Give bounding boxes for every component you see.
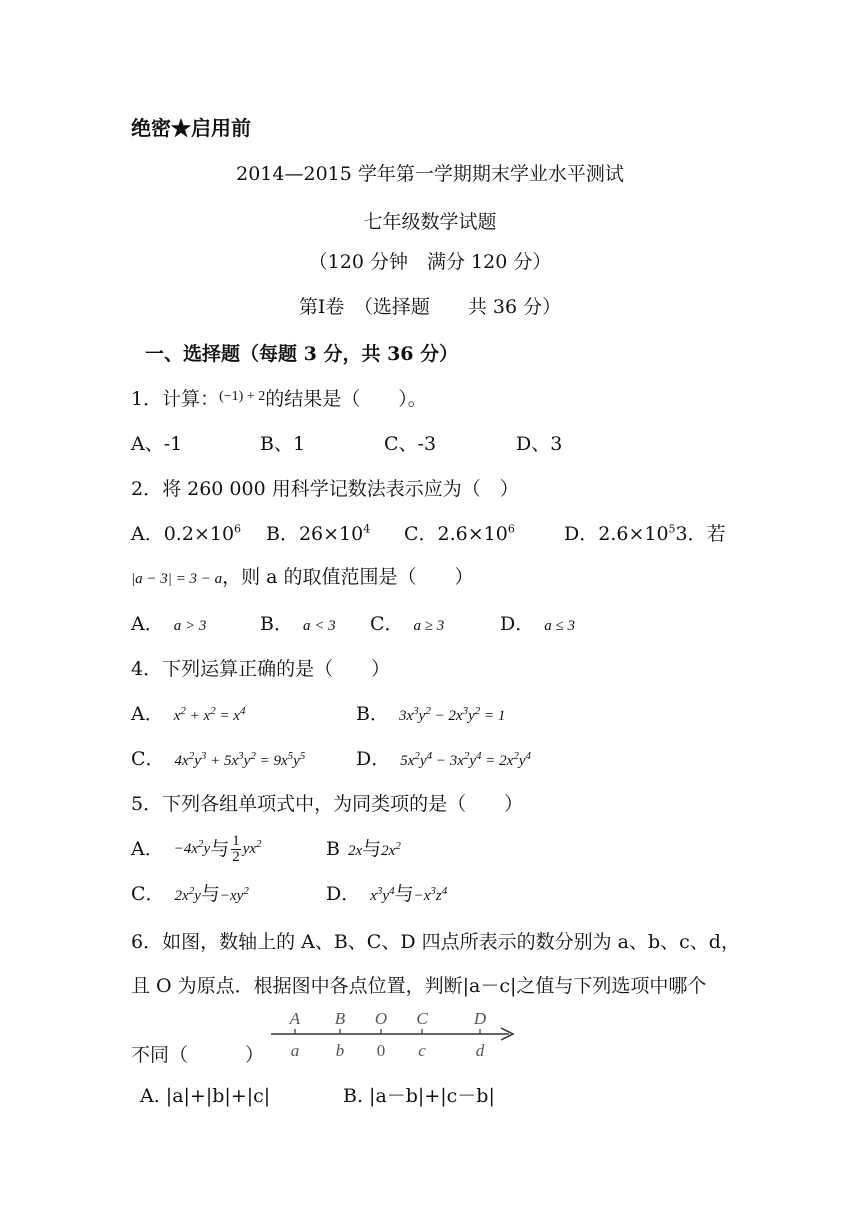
point-label-A: A (289, 1009, 301, 1028)
q2-option-c[interactable] (404, 522, 515, 545)
question-1 (131, 390, 427, 409)
section-heading: 一、选择题（每题 3 分，共 36 分） (145, 343, 459, 365)
q4-option-d[interactable] (356, 750, 531, 769)
q5-option-b-with: 与 (362, 838, 382, 860)
q3-option-a-expr: a > 3 (173, 618, 207, 634)
fraction-numerator: 1 (232, 832, 240, 849)
question-4-stem: 4．下列运算正确的是（ ） (131, 658, 391, 680)
q3-option-b[interactable] (260, 615, 336, 634)
point-label-C: C (416, 1009, 428, 1028)
point-value-b: b (335, 1041, 345, 1060)
q3-option-c[interactable] (370, 615, 444, 634)
q3-option-a-label: A． (131, 613, 164, 635)
question-6-line-1: 6．如图，数轴上的 A、B、C、D 四点所表示的数分别为 a、b、c、d， (131, 931, 740, 953)
point-value-0: 0 (376, 1041, 386, 1060)
q1-option-c[interactable]: C、-3 (384, 433, 437, 455)
q2-option-a-exponent: 6 (234, 522, 242, 536)
q2-option-b[interactable] (266, 522, 371, 545)
q3-option-c-expr: a ≥ 3 (413, 618, 445, 634)
q6-option-a[interactable]: A. |a|+|b|+|c| (140, 1085, 271, 1107)
q1-option-a[interactable]: A、-1 (131, 433, 183, 455)
q2-option-d-exponent: 5 (668, 522, 676, 536)
q4-option-b-formula: $3x^3y^2 - 2x^3y^2 = 1$ (398, 705, 506, 724)
question-3-text: ，则 a 的取值范围是（ ） (222, 566, 474, 588)
question-5-stem: 5．下列各组单项式中，为同类项的是（ ） (131, 793, 524, 815)
q2-option-b-exponent: 4 (363, 522, 371, 536)
point-label-O: O (374, 1009, 388, 1028)
q2-option-a-text: A．0.2×10 (131, 523, 235, 545)
q5-option-d-term2: $-x^3z^4$ (413, 885, 448, 904)
question-3-stem (131, 568, 474, 587)
question-2-stem: 2．将 260 000 用科学记数法表示应为（ ） (131, 478, 519, 500)
question-3-condition: |a − 3| = 3 − a (131, 571, 223, 587)
q4-option-c[interactable] (131, 750, 305, 769)
q5-option-d[interactable] (326, 885, 447, 904)
q5-option-c-label: C． (131, 883, 165, 905)
exam-subtitle: 七年级数学试题 (363, 211, 497, 233)
q5-option-a-term2: $yx^2$ (242, 837, 262, 857)
q4-option-d-formula: $5x^2y^4 - 3x^2y^4 = 2x^2y^4$ (400, 750, 531, 769)
q5-option-a-term1: $-4x^2y$ (173, 837, 211, 857)
q2-option-c-text: C．2.6×10 (404, 523, 508, 545)
fraction-denominator: 2 (232, 848, 240, 865)
q3-option-d-label: D． (500, 613, 535, 635)
q5-option-c-term2: $-xy^2$ (219, 885, 249, 904)
point-value-a: a (290, 1041, 300, 1060)
q5-option-b[interactable] (326, 840, 401, 859)
point-value-d: d (475, 1041, 485, 1060)
q1-option-d[interactable]: D、3 (516, 433, 563, 455)
q5-option-a[interactable] (131, 832, 262, 866)
confidential-mark: 绝密★启用前 (131, 116, 251, 140)
q1-option-b[interactable]: B、1 (260, 433, 306, 455)
q4-option-b[interactable] (356, 705, 505, 724)
q3-option-b-expr: a < 3 (302, 618, 336, 634)
q3-option-d-expr: a ≤ 3 (544, 618, 575, 634)
q5-option-d-term1: $x^3y^4$ (370, 885, 395, 904)
q4-option-a-formula: $x^2 + x^2 = x^4$ (173, 705, 246, 724)
q5-option-c[interactable] (131, 885, 249, 904)
point-value-c: c (418, 1041, 426, 1060)
question-1-stem-end: 的结果是（ ）。 (265, 388, 427, 410)
point-label-D: D (473, 1009, 487, 1028)
q2-option-c-exponent: 6 (507, 522, 515, 536)
q5-option-c-with: 与 (200, 883, 220, 905)
question-6-line-3: 不同（ ） (131, 1044, 265, 1066)
volume-title: 第Ⅰ卷 （选择题 共 36 分） (298, 296, 562, 318)
q4-option-a[interactable] (131, 705, 245, 724)
q2-option-a[interactable] (131, 522, 242, 545)
q4-option-d-label: D． (356, 748, 391, 770)
q5-option-d-with: 与 (394, 883, 414, 905)
q6-option-b[interactable]: B. |a－b|+|c－b| (343, 1085, 495, 1107)
q5-option-c-term1: $2x^2y$ (174, 885, 201, 904)
q3-option-b-label: B． (260, 613, 293, 635)
q3-option-a[interactable] (131, 615, 206, 634)
question-1-expression: (−1) + 2 (219, 389, 266, 404)
point-label-B: B (334, 1009, 346, 1028)
exam-title: 2014—2015 学年第一学期期末学业水平测试 (236, 163, 624, 185)
q3-option-c-label: C． (370, 613, 404, 635)
q4-option-c-formula: $4x^2y^3 + 5x^3y^2 = 9x^5y^5$ (174, 750, 306, 769)
q5-option-a-fraction (231, 834, 241, 865)
q4-option-c-label: C． (131, 748, 165, 770)
q5-option-b-term1: 2x (347, 843, 363, 859)
q4-option-b-label: B． (356, 703, 389, 725)
number-line-figure (265, 1005, 525, 1065)
q4-option-a-label: A． (131, 703, 164, 725)
q2-option-d[interactable] (564, 522, 726, 545)
question-3-number: 3．若 (675, 523, 726, 545)
q3-option-d[interactable] (500, 615, 575, 634)
q5-option-b-term2: $2x^2$ (381, 840, 401, 859)
q2-option-d-text: D．2.6×10 (564, 523, 669, 545)
question-6-line-2: 且 O 为原点．根据图中各点位置，判断|a－c|之值与下列选项中哪个 (131, 975, 707, 997)
q5-option-a-label: A． (131, 837, 164, 860)
q2-option-b-text: B．26×10 (266, 523, 364, 545)
question-1-stem: 1．计算： (131, 388, 220, 410)
exam-time: （120 分钟 满分 120 分） (308, 251, 552, 273)
q5-option-d-label: D． (326, 883, 361, 905)
q5-option-b-label: B (326, 838, 340, 860)
q5-option-a-with: 与 (210, 837, 230, 860)
